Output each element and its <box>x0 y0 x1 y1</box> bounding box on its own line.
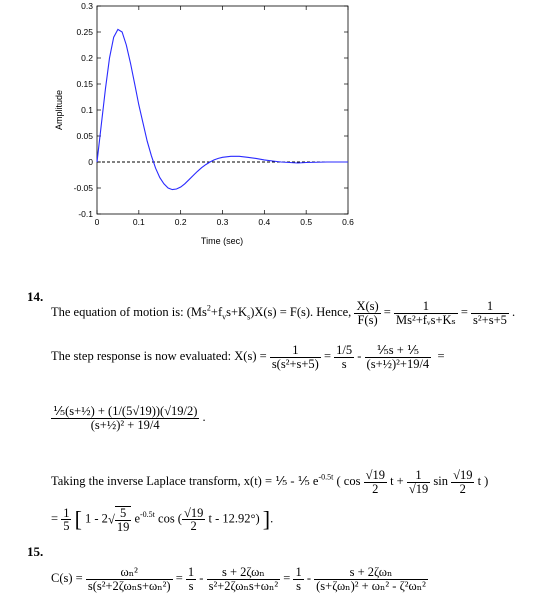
frac-num: ⅕(s+½) + (1/(5√19))(√19/2) <box>53 404 198 418</box>
transfer-ratio <box>354 300 380 326</box>
final-text: = <box>51 511 59 526</box>
step-fraction <box>270 344 321 370</box>
final-text: t - 12.92°) <box>208 511 260 526</box>
frac-num: 1 <box>187 565 195 579</box>
p15-fraction-4 <box>293 566 303 592</box>
frac-den: 19 <box>116 519 130 534</box>
p15-fraction-5 <box>314 566 428 592</box>
y-tick-label: -0.1 <box>78 209 93 219</box>
y-tick-label: 0.15 <box>76 79 93 89</box>
transfer-fraction-general <box>394 300 458 326</box>
partial-fraction-1 <box>334 344 354 370</box>
frac-num: 5 <box>115 507 132 521</box>
y-tick-label: -0.05 <box>73 183 93 193</box>
frac-num: 1/5 <box>336 343 353 357</box>
frac-num: ⅕s + ⅕ <box>365 344 432 358</box>
p15-fraction-3 <box>207 566 281 592</box>
frac-den: √19 <box>408 481 429 496</box>
frac-den: 2 <box>459 481 466 496</box>
frac-den: 5 <box>63 519 70 533</box>
frac-den: 2 <box>190 519 197 533</box>
p15-text: C(s) = <box>51 570 83 585</box>
frac-num: 1 <box>407 469 430 483</box>
frac-den: s <box>341 356 347 371</box>
final-exponent: -0.5t <box>140 510 155 520</box>
sqrt-sign: √ <box>107 512 115 527</box>
close-bracket: ] <box>262 506 271 532</box>
partial-fraction-2 <box>365 344 432 370</box>
ilt-text: ⅕ - ⅕ e <box>275 473 319 488</box>
transfer-fraction-numeric <box>471 300 509 326</box>
frac-den: F(s) <box>357 312 378 327</box>
x-tick-label: 0.6 <box>342 217 354 227</box>
frac-num: 1 <box>63 505 70 520</box>
p15-fraction-2 <box>186 566 196 592</box>
frac-den: (s+½)² + 19/4 <box>90 417 160 432</box>
final-response-line: = $\frac{1}{5}$ [ 1 - 2√ $\frac{5}{19}$ $e^{-0.5t}$ cos ( $\frac{√19}{2}$ t - 12.92°) ]. <box>51 505 274 534</box>
frac-den: s(s²+s+5) <box>271 356 319 371</box>
completed-square-fraction <box>51 405 199 431</box>
final-sqrt-fraction <box>115 506 132 533</box>
final-arg <box>182 507 205 533</box>
p15-text: - <box>306 570 312 585</box>
eq-text: s+K <box>226 304 248 319</box>
problem-14-number: 14. <box>27 289 44 304</box>
p15-text: = <box>175 570 183 585</box>
ilt-text: ( cos <box>336 473 361 488</box>
eq-sup: 2 <box>206 303 211 313</box>
frac-num: 1 <box>295 565 302 579</box>
partial-fraction-line: $\frac{\text{⅕(s+½) + (1/(5√19))(√19/2)}}{\text{(s+½)² + 19/4}}$ . <box>53 404 206 432</box>
inverse-laplace-line <box>51 469 488 495</box>
open-bracket: [ <box>74 506 82 532</box>
y-tick-label: 0.3 <box>81 1 93 11</box>
eq-sub: v <box>222 312 227 322</box>
frac-den: s²+s+5 <box>473 312 507 327</box>
ilt-exponent: -0.5t <box>318 472 334 482</box>
ilt-arg2 <box>451 469 474 495</box>
ilt-text: t ) <box>477 473 489 488</box>
frac-den: s²+2ζωₙs+ωₙ² <box>208 578 279 593</box>
x-tick-label: 0.3 <box>216 217 229 227</box>
plot-area <box>97 6 348 214</box>
y-tick-label: 0.25 <box>76 27 93 37</box>
x-tick-label: 0.4 <box>258 217 271 227</box>
x-tick-label: 0.1 <box>132 217 145 227</box>
frac-den: s <box>188 578 194 593</box>
frac-num: s + 2ζωₙ <box>207 566 281 580</box>
frac-den: s <box>296 578 302 593</box>
x-axis-label: Time (sec) <box>200 236 244 246</box>
problem-15-equation <box>51 566 428 592</box>
eq-text: The equation of motion is: (Ms <box>51 304 207 319</box>
ilt-text: t + <box>390 473 404 488</box>
ilt-text: Taking the inverse Laplace transform, x(t) = <box>51 473 273 488</box>
frac-num: 1 <box>471 300 509 314</box>
step-text: The step response is now evaluated: X(s) = <box>51 348 267 363</box>
p15-text: - <box>199 570 204 585</box>
frac-num: 1 <box>394 300 458 314</box>
frac-num: 1 <box>270 344 321 358</box>
x-tick-label: 0.2 <box>174 217 187 227</box>
ilt-text: sin <box>433 473 448 488</box>
frac-num: ωₙ² <box>86 566 173 580</box>
frac-num: X(s) <box>356 299 379 313</box>
ilt-coef <box>407 469 430 495</box>
y-tick-label: 0.05 <box>76 131 93 141</box>
y-tick-label: 0 <box>88 157 93 167</box>
frac-num: s + 2ζωₙ <box>314 566 428 580</box>
frac-den: Ms²+fᵥs+Kₛ <box>395 312 456 327</box>
ilt-arg1 <box>364 469 387 495</box>
frac-num: √19 <box>453 468 473 482</box>
step-response-line: The step response is now evaluated: X(s) = $\frac{1}{\text{s(s²+s+5)}}$ = $\frac{1/5}{s}$ - $\frac{\text{⅕s + ⅕}}{\text{(s+½)²+19/4}}$ = <box>51 343 445 371</box>
step-response-chart <box>0 0 553 260</box>
final-text: 1 - 2 <box>85 511 108 526</box>
y-tick-label: 0.2 <box>81 53 93 63</box>
eq-sub: s <box>247 312 251 322</box>
frac-den: s(s²+2ζωₙs+ωₙ²) <box>87 578 171 593</box>
final-text: e <box>134 511 140 526</box>
final-coefficient <box>61 507 71 533</box>
y-axis-label: Amplitude <box>54 89 64 131</box>
frac-num: √19 <box>365 468 385 482</box>
final-text: cos ( <box>158 511 182 526</box>
p15-text: = <box>283 570 291 585</box>
eq-text: +f <box>210 304 223 319</box>
frac-den: (s+ζωₙ)² + ωₙ² - ζ²ωₙ² <box>316 578 426 593</box>
x-tick-label: 0.5 <box>300 217 313 227</box>
y-tick-label: 0.1 <box>81 105 93 115</box>
equation-of-motion: The equation of motion is: $(Ms^2+f_vs+K_s)X(s) = F(s)$. Hence, $\frac{X(s)}{F(s)}$ = $\frac{1}{\text{Ms²+fᵥs+Kₛ}}$ = $\frac{1}{\text{s²+s+5}}$ . <box>51 299 516 327</box>
frac-den: (s+½)²+19/4 <box>366 356 430 371</box>
frac-den: 2 <box>372 481 379 496</box>
eq-text: )X(s) = F(s). Hence, <box>250 304 352 319</box>
p15-fraction-1 <box>86 566 173 592</box>
frac-num: √19 <box>183 505 204 520</box>
problem-15-number: 15. <box>27 544 44 559</box>
x-tick-label: 0 <box>94 217 100 227</box>
